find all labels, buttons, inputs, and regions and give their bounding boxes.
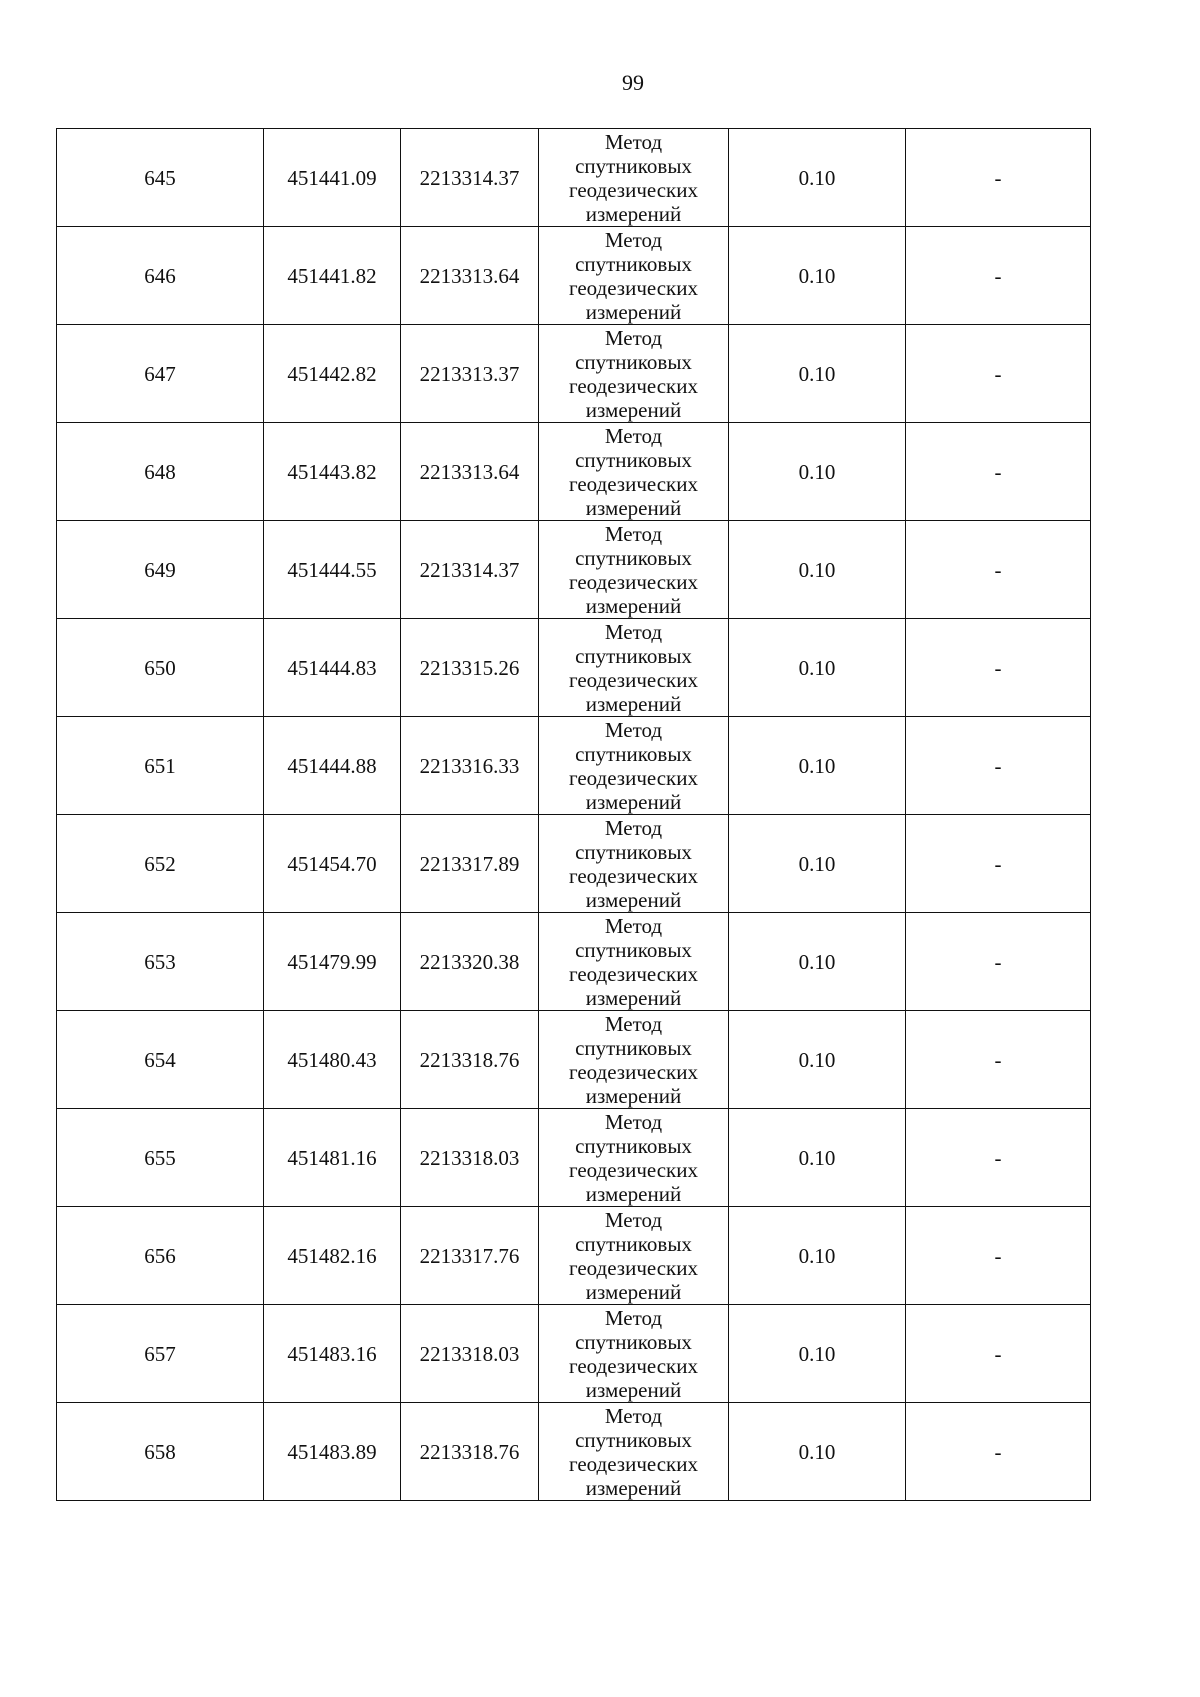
method-line: спутниковых bbox=[575, 349, 692, 374]
method-line: геодезических bbox=[568, 863, 698, 888]
method-line: Метод bbox=[604, 717, 663, 742]
method-line: Метод bbox=[604, 1403, 663, 1428]
table-row bbox=[57, 423, 1091, 521]
point-number-cell: 645 bbox=[57, 129, 264, 227]
method-cell bbox=[539, 913, 729, 1011]
table-row bbox=[57, 227, 1091, 325]
x-coordinate-cell: 451483.89 bbox=[264, 1403, 401, 1501]
page-number: 99 bbox=[622, 70, 644, 95]
method-cell bbox=[539, 1403, 729, 1501]
method-line: геодезических bbox=[568, 471, 698, 496]
method-line: измерений bbox=[585, 1475, 682, 1500]
note-cell: - bbox=[906, 1403, 1091, 1501]
method-line: измерений bbox=[585, 299, 682, 324]
accuracy-cell: 0.10 bbox=[729, 913, 906, 1011]
method-line: измерений bbox=[585, 495, 682, 520]
method-line: измерений bbox=[585, 1181, 682, 1206]
accuracy-cell: 0.10 bbox=[729, 1305, 906, 1403]
x-coordinate-cell: 451443.82 bbox=[264, 423, 401, 521]
method-line: спутниковых bbox=[575, 741, 692, 766]
table-row bbox=[57, 521, 1091, 619]
note-cell: - bbox=[906, 129, 1091, 227]
x-coordinate-cell: 451441.09 bbox=[264, 129, 401, 227]
table-row bbox=[57, 1403, 1091, 1501]
point-number-cell: 657 bbox=[57, 1305, 264, 1403]
method-line: геодезических bbox=[568, 1353, 698, 1378]
method-line: спутниковых bbox=[575, 153, 692, 178]
note-cell: - bbox=[906, 815, 1091, 913]
method-line: спутниковых bbox=[575, 251, 692, 276]
y-coordinate-cell: 2213320.38 bbox=[401, 913, 539, 1011]
x-coordinate-cell: 451444.83 bbox=[264, 619, 401, 717]
method-line: Метод bbox=[604, 1109, 663, 1134]
method-line: измерений bbox=[585, 1279, 682, 1304]
x-coordinate-cell: 451454.70 bbox=[264, 815, 401, 913]
table-row bbox=[57, 325, 1091, 423]
table-row bbox=[57, 717, 1091, 815]
point-number-cell: 652 bbox=[57, 815, 264, 913]
method-line: геодезических bbox=[568, 275, 698, 300]
method-line: геодезических bbox=[568, 1059, 698, 1084]
point-number-cell: 655 bbox=[57, 1109, 264, 1207]
y-coordinate-cell: 2213318.03 bbox=[401, 1305, 539, 1403]
x-coordinate-cell: 451480.43 bbox=[264, 1011, 401, 1109]
method-line: геодезических bbox=[568, 765, 698, 790]
method-line: геодезических bbox=[568, 961, 698, 986]
x-coordinate-cell: 451444.55 bbox=[264, 521, 401, 619]
method-cell bbox=[539, 325, 729, 423]
x-coordinate-cell: 451441.82 bbox=[264, 227, 401, 325]
table-body bbox=[57, 129, 1091, 1501]
method-cell bbox=[539, 129, 729, 227]
table-row bbox=[57, 815, 1091, 913]
accuracy-cell: 0.10 bbox=[729, 325, 906, 423]
accuracy-cell: 0.10 bbox=[729, 717, 906, 815]
method-line: измерений bbox=[585, 691, 682, 716]
method-line: измерений bbox=[585, 201, 682, 226]
method-line: спутниковых bbox=[575, 643, 692, 668]
method-cell bbox=[539, 619, 729, 717]
method-line: измерений bbox=[585, 789, 682, 814]
note-cell: - bbox=[906, 1207, 1091, 1305]
note-cell: - bbox=[906, 1305, 1091, 1403]
y-coordinate-cell: 2213313.64 bbox=[401, 423, 539, 521]
y-coordinate-cell: 2213314.37 bbox=[401, 129, 539, 227]
note-cell: - bbox=[906, 521, 1091, 619]
y-coordinate-cell: 2213315.26 bbox=[401, 619, 539, 717]
y-coordinate-cell: 2213318.76 bbox=[401, 1403, 539, 1501]
table-row bbox=[57, 913, 1091, 1011]
table-row bbox=[57, 129, 1091, 227]
method-line: измерений bbox=[585, 397, 682, 422]
method-line: спутниковых bbox=[575, 937, 692, 962]
method-line: геодезических bbox=[568, 1451, 698, 1476]
x-coordinate-cell: 451481.16 bbox=[264, 1109, 401, 1207]
method-cell bbox=[539, 717, 729, 815]
method-line: Метод bbox=[604, 913, 663, 938]
method-line: геодезических bbox=[568, 1157, 698, 1182]
accuracy-cell: 0.10 bbox=[729, 815, 906, 913]
table-row bbox=[57, 1207, 1091, 1305]
y-coordinate-cell: 2213313.37 bbox=[401, 325, 539, 423]
note-cell: - bbox=[906, 913, 1091, 1011]
method-line: измерений bbox=[585, 1377, 682, 1402]
point-number-cell: 654 bbox=[57, 1011, 264, 1109]
note-cell: - bbox=[906, 1109, 1091, 1207]
method-line: геодезических bbox=[568, 1255, 698, 1280]
method-cell bbox=[539, 815, 729, 913]
method-line: Метод bbox=[604, 1207, 663, 1232]
method-line: Метод bbox=[604, 325, 663, 350]
point-number-cell: 656 bbox=[57, 1207, 264, 1305]
y-coordinate-cell: 2213317.89 bbox=[401, 815, 539, 913]
method-line: Метод bbox=[604, 1011, 663, 1036]
note-cell: - bbox=[906, 619, 1091, 717]
accuracy-cell: 0.10 bbox=[729, 1207, 906, 1305]
point-number-cell: 648 bbox=[57, 423, 264, 521]
method-cell bbox=[539, 1305, 729, 1403]
accuracy-cell: 0.10 bbox=[729, 619, 906, 717]
x-coordinate-cell: 451479.99 bbox=[264, 913, 401, 1011]
method-cell bbox=[539, 423, 729, 521]
y-coordinate-cell: 2213318.03 bbox=[401, 1109, 539, 1207]
method-line: измерений bbox=[585, 887, 682, 912]
method-line: измерений bbox=[585, 1083, 682, 1108]
method-line: спутниковых bbox=[575, 1427, 692, 1452]
x-coordinate-cell: 451444.88 bbox=[264, 717, 401, 815]
method-line: измерений bbox=[585, 593, 682, 618]
y-coordinate-cell: 2213313.64 bbox=[401, 227, 539, 325]
note-cell: - bbox=[906, 423, 1091, 521]
accuracy-cell: 0.10 bbox=[729, 1011, 906, 1109]
method-line: Метод bbox=[604, 423, 663, 448]
method-line: измерений bbox=[585, 985, 682, 1010]
point-number-cell: 658 bbox=[57, 1403, 264, 1501]
note-cell: - bbox=[906, 1011, 1091, 1109]
method-line: геодезических bbox=[568, 177, 698, 202]
accuracy-cell: 0.10 bbox=[729, 1403, 906, 1501]
method-line: спутниковых bbox=[575, 839, 692, 864]
method-cell bbox=[539, 1207, 729, 1305]
x-coordinate-cell: 451483.16 bbox=[264, 1305, 401, 1403]
point-number-cell: 647 bbox=[57, 325, 264, 423]
method-cell bbox=[539, 227, 729, 325]
method-line: Метод bbox=[604, 227, 663, 252]
point-number-cell: 646 bbox=[57, 227, 264, 325]
method-line: спутниковых bbox=[575, 545, 692, 570]
x-coordinate-cell: 451442.82 bbox=[264, 325, 401, 423]
accuracy-cell: 0.10 bbox=[729, 423, 906, 521]
table-row bbox=[57, 1109, 1091, 1207]
accuracy-cell: 0.10 bbox=[729, 1109, 906, 1207]
table-row bbox=[57, 1305, 1091, 1403]
method-line: Метод bbox=[604, 1305, 663, 1330]
y-coordinate-cell: 2213318.76 bbox=[401, 1011, 539, 1109]
x-coordinate-cell: 451482.16 bbox=[264, 1207, 401, 1305]
point-number-cell: 651 bbox=[57, 717, 264, 815]
method-line: Метод bbox=[604, 521, 663, 546]
note-cell: - bbox=[906, 227, 1091, 325]
accuracy-cell: 0.10 bbox=[729, 521, 906, 619]
method-line: спутниковых bbox=[575, 1035, 692, 1060]
method-line: спутниковых bbox=[575, 447, 692, 472]
method-cell bbox=[539, 521, 729, 619]
table-row bbox=[57, 1011, 1091, 1109]
accuracy-cell: 0.10 bbox=[729, 227, 906, 325]
point-number-cell: 650 bbox=[57, 619, 264, 717]
method-line: спутниковых bbox=[575, 1231, 692, 1256]
note-cell: - bbox=[906, 325, 1091, 423]
method-cell bbox=[539, 1011, 729, 1109]
method-line: геодезических bbox=[568, 569, 698, 594]
coordinates-table bbox=[56, 128, 1091, 1501]
y-coordinate-cell: 2213314.37 bbox=[401, 521, 539, 619]
method-line: спутниковых bbox=[575, 1329, 692, 1354]
method-line: спутниковых bbox=[575, 1133, 692, 1158]
point-number-cell: 653 bbox=[57, 913, 264, 1011]
table-row bbox=[57, 619, 1091, 717]
method-cell bbox=[539, 1109, 729, 1207]
method-line: геодезических bbox=[568, 667, 698, 692]
method-line: геодезических bbox=[568, 373, 698, 398]
method-line: Метод bbox=[604, 619, 663, 644]
note-cell: - bbox=[906, 717, 1091, 815]
accuracy-cell: 0.10 bbox=[729, 129, 906, 227]
y-coordinate-cell: 2213316.33 bbox=[401, 717, 539, 815]
method-line: Метод bbox=[604, 129, 663, 154]
y-coordinate-cell: 2213317.76 bbox=[401, 1207, 539, 1305]
point-number-cell: 649 bbox=[57, 521, 264, 619]
method-line: Метод bbox=[604, 815, 663, 840]
